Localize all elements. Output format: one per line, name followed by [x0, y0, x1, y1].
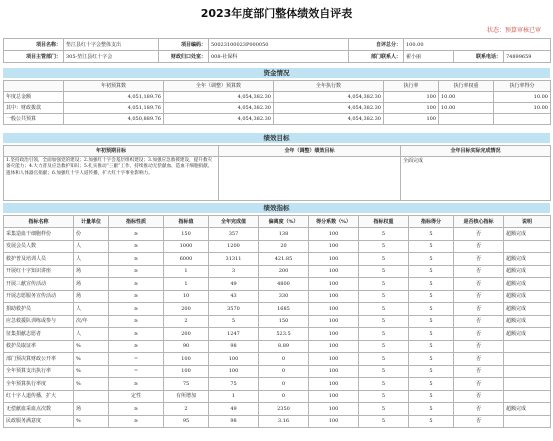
indicator-cell: 100 [309, 290, 359, 303]
indicator-cell: 否 [454, 228, 504, 241]
indicator-cell: 100 [309, 278, 359, 291]
funds-header: 执行率 [384, 81, 439, 92]
indicator-cell: 场 [74, 265, 109, 278]
indicator-cell: 无偿献血采血点次数 [4, 403, 74, 416]
indicator-cell: 5 [359, 403, 409, 416]
indicator-cell: 超额完成 [504, 253, 551, 266]
indicator-cell: 100 [309, 403, 359, 416]
indicator-cell: 否 [454, 303, 504, 316]
ind-header: 是否核心指标 [454, 216, 504, 228]
status-value: 预算审核已审 [504, 27, 541, 34]
table-row [4, 265, 551, 278]
table-row [4, 353, 551, 366]
indicator-cell: 红十字人道传播，扩大 [4, 390, 74, 403]
ind-header: 指标权重 [359, 216, 409, 228]
indicator-cell: 5 [359, 378, 409, 391]
funds-row [4, 103, 551, 114]
ind-header: 指标值 [164, 216, 209, 228]
funds-cell: 4,054,382.30 [164, 92, 274, 103]
indicator-cell: 否 [454, 278, 504, 291]
indicator-cell: 超额完成 [504, 228, 551, 241]
indicator-cell: 100 [309, 303, 359, 316]
funds-cell: 10.00 [439, 92, 494, 103]
funds-cell: 10.00 [439, 103, 494, 114]
indicator-cell: 场 [74, 278, 109, 291]
indicator-cell: 超额完成 [504, 315, 551, 328]
goals-initial-text: 1.坚持政治引领，全面加强党的建设；2.加强红十字会基层组织建设；3.加强应急救援建设，提升救灾备灾能力；4.大力普及应急救护知识；5.扎实推动“三献”工作，持续推动无偿献血、造血干细胞捐献、遗体和人体器官捐献；6.加强红十字人道传播，扩大红十字事业影响力。 [4, 157, 219, 201]
indicator-cell: 95 [164, 415, 209, 428]
indicator-cell: 全年预算执行率度 [4, 378, 74, 391]
self-score-value: 100.00 [404, 39, 551, 51]
funds-cell: 100 [384, 92, 439, 103]
indicator-cell: 人 [74, 240, 109, 253]
indicator-cell: 开展三献宣传活动 [4, 278, 74, 291]
indicator-cell: 否 [454, 353, 504, 366]
indicator-cell: 5 [209, 315, 259, 328]
goals-header-actual: 全年目标实际完成情况 [401, 146, 551, 157]
indicators-header-row [4, 216, 551, 228]
indicator-cell: 5 [409, 228, 454, 241]
indicator-cell: 开展红十字知识讲座 [4, 265, 74, 278]
goals-section-title: 绩效目标 [3, 133, 550, 143]
indicator-cell: 否 [454, 403, 504, 416]
table-row [4, 365, 551, 378]
indicator-cell: 100 [209, 365, 259, 378]
indicator-cell: 否 [454, 365, 504, 378]
indicator-cell: 否 [454, 315, 504, 328]
indicator-cell: 138 [259, 228, 309, 241]
indicator-cell: ≥ [109, 265, 164, 278]
indicator-cell: 523.5 [259, 328, 309, 341]
indicator-cell: 100 [309, 315, 359, 328]
indicator-cell: 否 [454, 378, 504, 391]
indicator-cell: 超额完成 [504, 278, 551, 291]
indicator-cell: 49 [209, 403, 259, 416]
table-row [4, 403, 551, 416]
indicator-cell: 5 [409, 328, 454, 341]
indicator-cell: 1 [209, 390, 259, 403]
indicator-cell: = [109, 365, 164, 378]
funds-row [4, 92, 551, 103]
indicator-cell: 98 [209, 340, 259, 353]
indicator-cell: 采集造血干细胞样份 [4, 228, 74, 241]
phone-value: 74899659 [504, 51, 551, 63]
indicator-cell: ≥ [109, 340, 164, 353]
funds-cell: 4,051,189.76 [64, 103, 164, 114]
indicator-cell: 0 [259, 378, 309, 391]
funds-cell [439, 114, 494, 125]
indicator-cell: 5 [409, 353, 454, 366]
indicator-cell: 330 [259, 290, 309, 303]
indicator-cell: 5 [359, 240, 409, 253]
indicator-cell: 3.16 [259, 415, 309, 428]
indicator-cell: ≥ [109, 378, 164, 391]
indicator-cell: 5 [409, 415, 454, 428]
indicator-cell: 5 [359, 390, 409, 403]
indicator-cell: 200 [259, 265, 309, 278]
indicator-cell: 否 [454, 240, 504, 253]
indicator-cell: 2 [164, 315, 209, 328]
funds-header [4, 81, 64, 92]
indicator-cell [504, 353, 551, 366]
indicator-cell: 5 [409, 240, 454, 253]
indicator-cell: 5 [359, 315, 409, 328]
ind-header: 说明 [504, 216, 551, 228]
indicator-cell: 100 [309, 328, 359, 341]
indicator-cell: % [74, 378, 109, 391]
indicator-cell: 5 [409, 378, 454, 391]
indicator-cell: 5 [359, 253, 409, 266]
funds-cell: 4,054,382.30 [164, 103, 274, 114]
indicator-cell: 人 [74, 253, 109, 266]
indicator-cell: 31311 [209, 253, 259, 266]
indicator-cell [504, 365, 551, 378]
indicator-cell: 150 [259, 315, 309, 328]
indicator-cell: 超额完成 [504, 403, 551, 416]
leader-value: 翟小丽 [404, 51, 454, 63]
indicators-table [3, 215, 551, 428]
indicator-cell: 100 [209, 353, 259, 366]
indicator-cell: 1247 [209, 328, 259, 341]
indicator-cell: 5 [359, 303, 409, 316]
funds-cell: 4,054,382.30 [274, 103, 384, 114]
indicator-cell [504, 240, 551, 253]
indicator-cell: 98 [209, 415, 259, 428]
funds-table [3, 80, 551, 125]
indicator-cell: 5 [359, 228, 409, 241]
goals-header-adjusted: 全年（调整）绩效目标 [219, 146, 401, 157]
indicator-cell: 5 [409, 290, 454, 303]
table-row [4, 328, 551, 341]
project-name-value: 垫江县红十字会整体支出 [64, 39, 159, 51]
indicator-cell: 次/年 [74, 315, 109, 328]
indicator-cell: ≥ [109, 290, 164, 303]
indicator-cell: 超额完成 [504, 328, 551, 341]
indicator-cell: 200 [164, 328, 209, 341]
project-name-label: 项目名称： [4, 39, 64, 51]
indicator-cell: 民政服务满意度 [4, 415, 74, 428]
indicator-cell: 发展会员人数 [4, 240, 74, 253]
indicator-cell: 1685 [259, 303, 309, 316]
indicator-cell: 5 [409, 253, 454, 266]
indicator-cell: ≥ [109, 315, 164, 328]
indicator-cell: 4800 [259, 278, 309, 291]
indicator-cell: % [74, 353, 109, 366]
indicator-cell: % [74, 340, 109, 353]
indicator-cell: 100 [309, 240, 359, 253]
project-code-label: 项目编码： [159, 39, 209, 51]
indicator-cell: 开展志愿服务宣传活动 [4, 290, 74, 303]
table-row [4, 278, 551, 291]
indicator-cell: 0 [259, 353, 309, 366]
table-row [4, 253, 551, 266]
ind-header: 指标性质 [109, 216, 164, 228]
indicator-cell: 5 [409, 340, 454, 353]
indicator-cell: 3570 [209, 303, 259, 316]
indicator-cell: 份 [74, 228, 109, 241]
funds-cell: 4,054,382.30 [164, 114, 274, 125]
indicator-cell [74, 390, 109, 403]
status-badge [487, 25, 541, 34]
indicator-cell: 5 [359, 328, 409, 341]
table-row [4, 240, 551, 253]
goals-table [3, 145, 551, 201]
indicator-cell: 49 [209, 278, 259, 291]
indicator-cell: 5 [359, 290, 409, 303]
indicator-cell: 超额完成 [504, 290, 551, 303]
funds-cell: 10.00 [494, 103, 551, 114]
indicator-cell: 5 [359, 278, 409, 291]
indicator-cell: % [74, 415, 109, 428]
indicator-cell: ≥ [109, 415, 164, 428]
indicator-cell: 200 [164, 303, 209, 316]
indicator-cell: 救护普及培训人员 [4, 253, 74, 266]
dept-value: 305-垫江县红十字会 [64, 51, 159, 63]
indicator-cell: 有所增加 [164, 390, 209, 403]
indicator-cell: 定性 [109, 390, 164, 403]
indicator-cell: 5 [409, 403, 454, 416]
indicator-cell: 100 [309, 340, 359, 353]
indicator-cell: 1000 [164, 240, 209, 253]
ind-header: 指标名称 [4, 216, 74, 228]
ind-header: 得分系数（%） [309, 216, 359, 228]
finance-label: 财政归口处室： [159, 51, 209, 63]
indicator-cell: 3 [209, 265, 259, 278]
indicator-cell: ≥ [109, 328, 164, 341]
funds-cell: 年度总金额 [4, 92, 64, 103]
indicator-cell [504, 340, 551, 353]
indicator-cell [504, 390, 551, 403]
funds-header: 全年执行数 [274, 81, 384, 92]
indicator-cell: 超额完成 [504, 265, 551, 278]
indicator-cell: 150 [164, 228, 209, 241]
indicator-cell: 20 [259, 240, 309, 253]
table-row [4, 378, 551, 391]
indicator-cell: 90 [164, 340, 209, 353]
indicator-cell: ≥ [109, 278, 164, 291]
indicator-cell: 捐助救护员 [4, 303, 74, 316]
table-row [4, 290, 551, 303]
funds-cell: 4,054,382.30 [274, 114, 384, 125]
indicator-cell: 2 [164, 403, 209, 416]
funds-header: 全年（调整）预算数 [164, 81, 274, 92]
goals-header-initial: 年初预期目标 [4, 146, 219, 157]
funds-section-title: 资金情况 [3, 68, 550, 78]
indicator-cell: 1 [164, 278, 209, 291]
indicator-cell: 43 [209, 290, 259, 303]
indicator-cell: 100 [309, 265, 359, 278]
status-label: 状态： [486, 27, 505, 34]
table-row [4, 340, 551, 353]
project-code-value: 50023100023P000050 [209, 39, 349, 51]
indicator-cell: 场 [74, 403, 109, 416]
indicator-cell: 1200 [209, 240, 259, 253]
indicator-cell: 否 [454, 265, 504, 278]
indicator-cell: 100 [309, 378, 359, 391]
indicator-cell: 5 [359, 353, 409, 366]
funds-header: 年初预算数 [64, 81, 164, 92]
indicator-cell: 5 [409, 303, 454, 316]
project-info-table [3, 38, 551, 63]
phone-label: 联系电话： [454, 51, 504, 63]
indicator-cell: 否 [454, 290, 504, 303]
indicator-cell: ≥ [109, 303, 164, 316]
funds-cell [494, 114, 551, 125]
indicator-cell: 75 [209, 378, 259, 391]
indicator-cell: ≥ [109, 228, 164, 241]
indicator-cell: 超额完成 [504, 303, 551, 316]
indicator-cell: 5 [359, 265, 409, 278]
indicator-cell: 421.85 [259, 253, 309, 266]
indicator-cell: 100 [164, 353, 209, 366]
indicator-cell: 100 [309, 253, 359, 266]
indicator-cell: 2350 [259, 403, 309, 416]
goals-actual-text: 全面完成 [401, 157, 551, 201]
goals-adjusted-text [219, 157, 401, 201]
indicator-cell: 0 [259, 390, 309, 403]
indicator-cell: 场 [74, 290, 109, 303]
indicator-cell: 全年预算支出执行率 [4, 365, 74, 378]
indicator-cell: 救护员取证率 [4, 340, 74, 353]
funds-cell: 100 [384, 103, 439, 114]
finance-value: 008-社保科 [209, 51, 349, 63]
indicator-cell: 5 [359, 415, 409, 428]
indicator-cell: ≥ [109, 253, 164, 266]
indicator-cell: 100 [309, 365, 359, 378]
dept-label: 项目主管部门： [4, 51, 64, 63]
funds-header: 执行率权重 [439, 81, 494, 92]
indicator-cell: % [74, 365, 109, 378]
indicator-cell: 应急救援队训练或参与 [4, 315, 74, 328]
table-row [4, 315, 551, 328]
indicator-cell [504, 415, 551, 428]
funds-header: 执行率得分 [494, 81, 551, 92]
table-row [4, 303, 551, 316]
indicator-cell: = [109, 353, 164, 366]
leader-label: 部门联系人： [349, 51, 404, 63]
indicator-cell: 5 [359, 340, 409, 353]
indicator-cell: 否 [454, 328, 504, 341]
funds-cell: 4,054,382.30 [274, 92, 384, 103]
funds-cell: 4,050,889.76 [64, 114, 164, 125]
indicator-cell: 100 [309, 415, 359, 428]
indicator-cell: 75 [164, 378, 209, 391]
ind-header: 计量单位 [74, 216, 109, 228]
indicator-cell: 8.89 [259, 340, 309, 353]
indicator-cell: 5 [359, 365, 409, 378]
indicator-cell: 5 [409, 265, 454, 278]
indicator-cell: 100 [309, 228, 359, 241]
indicator-cell: 100 [164, 365, 209, 378]
funds-cell: 100 [384, 114, 439, 125]
ind-header: 指标得分 [409, 216, 454, 228]
page-title: 2023年度部门整体绩效自评表 [200, 7, 353, 20]
funds-cell: 其中：财政拨款 [4, 103, 64, 114]
indicator-cell [504, 378, 551, 391]
indicator-cell: 5 [409, 365, 454, 378]
indicator-cell: 否 [454, 253, 504, 266]
ind-header: 全年完成值 [209, 216, 259, 228]
self-score-label: 自评总分： [349, 39, 404, 51]
indicator-cell: 0 [259, 365, 309, 378]
indicators-section-title: 绩效指标 [3, 203, 550, 213]
indicator-cell: 否 [454, 390, 504, 403]
funds-cell: 4,051,189.76 [64, 92, 164, 103]
funds-row [4, 114, 551, 125]
indicator-cell: 5 [409, 390, 454, 403]
table-row [4, 390, 551, 403]
indicator-cell: 1 [164, 265, 209, 278]
indicator-cell: 10 [164, 290, 209, 303]
indicator-cell: 5 [409, 278, 454, 291]
table-row [4, 415, 551, 428]
indicator-cell: 357 [209, 228, 259, 241]
indicator-cell: 5 [409, 315, 454, 328]
indicator-cell: 否 [454, 415, 504, 428]
indicator-cell: 征集捐献志愿者 [4, 328, 74, 341]
indicator-cell: 否 [454, 340, 504, 353]
indicator-cell: 人 [74, 328, 109, 341]
indicator-cell: 人 [74, 303, 109, 316]
indicator-cell: 100 [309, 390, 359, 403]
ind-header: 偏离度（%） [259, 216, 309, 228]
indicator-cell: ≥ [109, 240, 164, 253]
funds-cell: 一般公共预算 [4, 114, 64, 125]
indicator-cell: 部门预决算财政公开率 [4, 353, 74, 366]
table-row [4, 228, 551, 241]
funds-header-row [4, 81, 551, 92]
indicator-cell: 100 [309, 353, 359, 366]
funds-cell: 10.00 [494, 92, 551, 103]
indicator-cell: ≥ [109, 403, 164, 416]
indicator-cell: 6000 [164, 253, 209, 266]
